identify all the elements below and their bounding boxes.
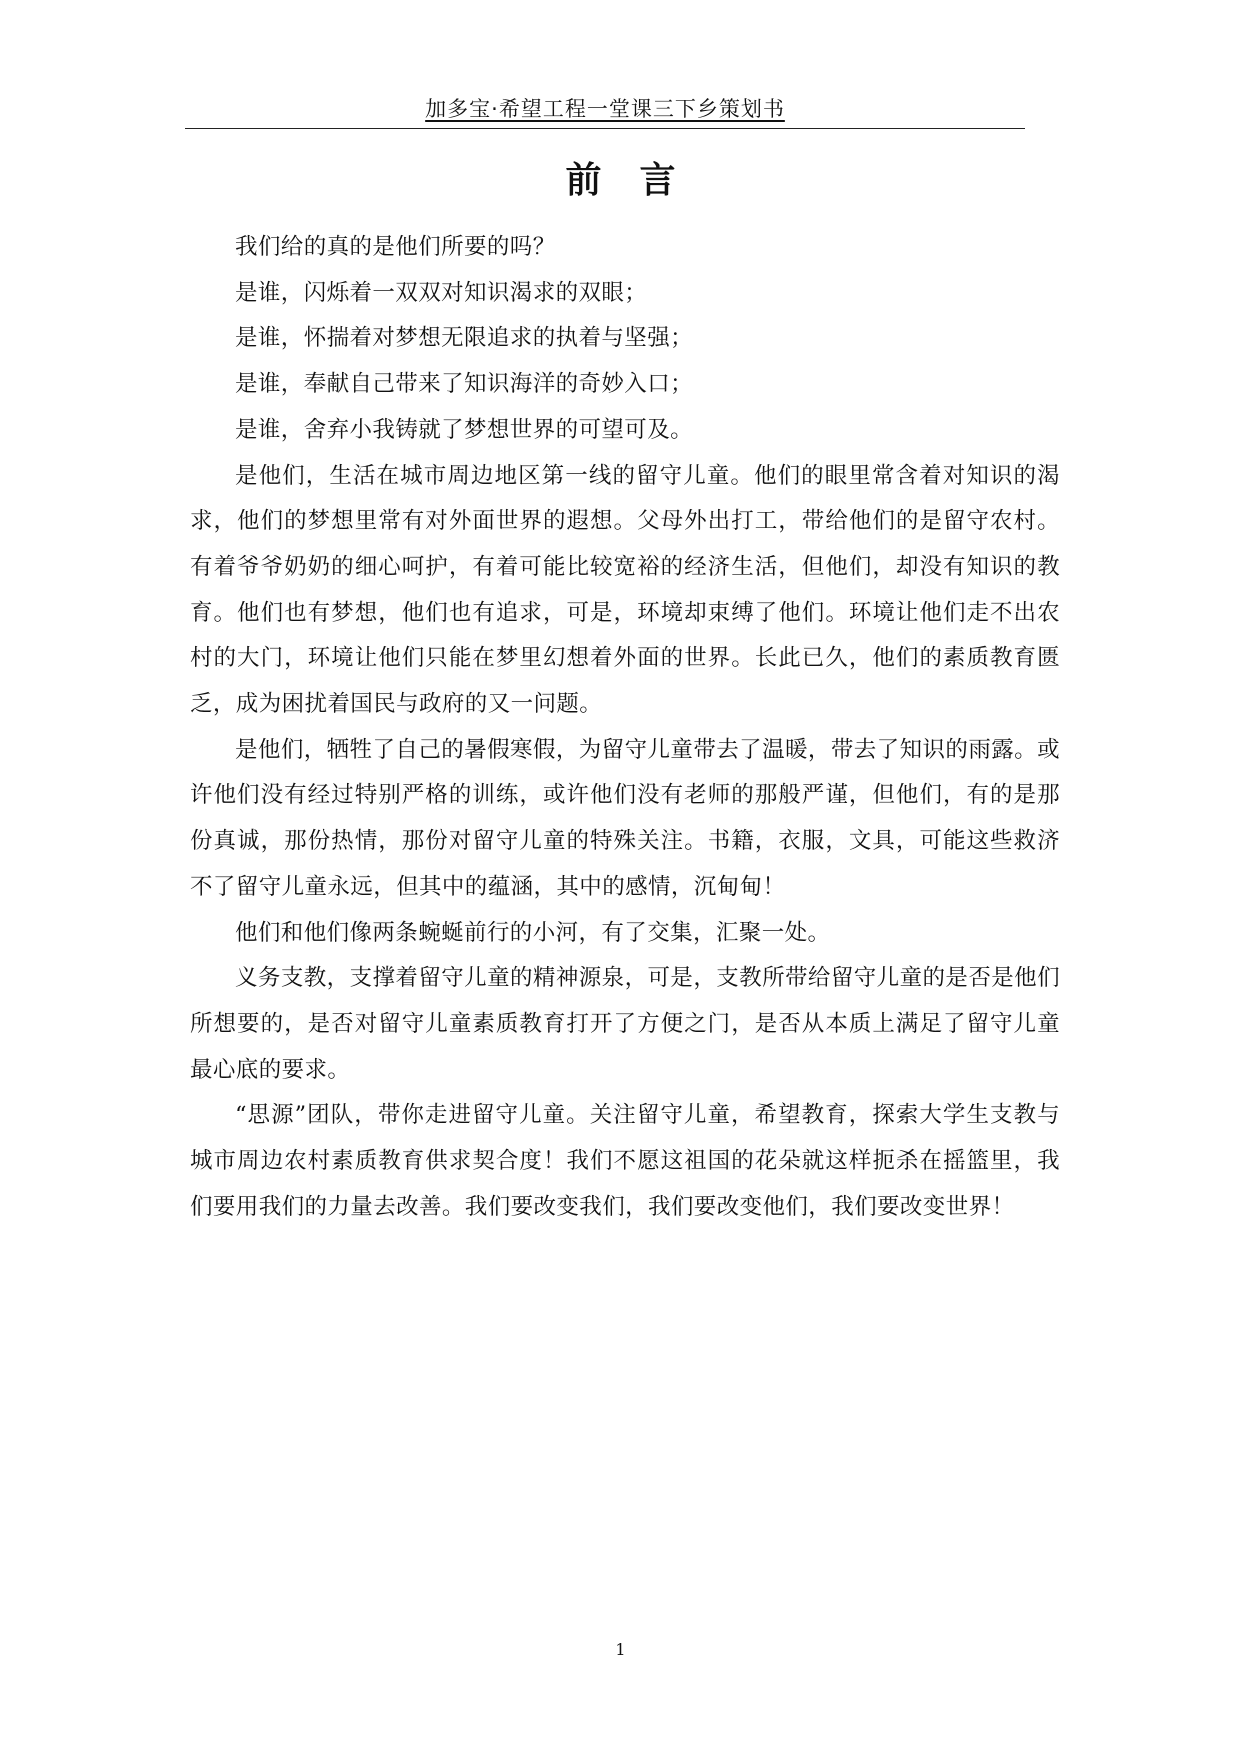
page-header [185, 94, 1025, 129]
paragraph: “思源”团队，带你走进留守儿童。关注留守儿童，希望教育，探索大学生支教与城市周边农村素质教育供求契合度！我们不愿这祖国的花朵就这样扼杀在摇篮里，我们要用我们的力量去改善。我们要改变我们，我们要改变他们，我们要改变世界！ [190, 1102, 1060, 1220]
paragraph: 他们和他们像两条蜿蜒前行的小河，有了交集，汇聚一处。 [235, 919, 831, 946]
document-body [190, 225, 1060, 1230]
paragraph: 是他们，牺牲了自己的暑假寒假，为留守儿童带去了温暖，带去了知识的雨露。或许他们没有经过特别严格的训练，或许他们没有老师的那般严谨，但他们，有的是那份真诚，那份热情，那份对留守儿童的特殊关注。书籍，衣服，文具，可能这些救济不了留守儿童永远，但其中的蕴涵，其中的感情，沉甸甸！ [190, 736, 1060, 900]
page-number: 1 [615, 1640, 626, 1659]
page-title: 前言 [565, 160, 714, 201]
paragraph: 是他们，生活在城市周边地区第一线的留守儿童。他们的眼里常含着对知识的渴求，他们的梦想里常有对外面世界的遐想。父母外出打工，带给他们的是留守农村。有着爷爷奶奶的细心呵护，有着可能比较宽裕的经济生活，但他们，却没有知识的教育。他们也有梦想，他们也有追求，可是，环境却束缚了他们。环境让他们走不出农村的大门，环境让他们只能在梦里幻想着外面的世界。长此已久，他们的素质教育匮乏，成为困扰着国民与政府的又一问题。 [190, 462, 1060, 718]
paragraph: 义务支教，支撑着留守儿童的精神源泉，可是，支教所带给留守儿童的是否是他们所想要的，是否对留守儿童素质教育打开了方便之门，是否从本质上满足了留守儿童最心底的要求。 [190, 965, 1060, 1083]
paragraph: 是谁，闪烁着一双双对知识渴求的双眼； [235, 279, 648, 306]
header-title: 加多宝·希望工程一堂课三下乡策划书 [425, 97, 785, 121]
paragraph: 我们给的真的是他们所要的吗？ [235, 234, 556, 260]
paragraph: 是谁，奉献自己带来了知识海洋的奇妙入口； [235, 371, 694, 398]
paragraph: 是谁，怀揣着对梦想无限追求的执着与坚强； [235, 325, 694, 352]
paragraph: 是谁，舍弃小我铸就了梦想世界的可望可及。 [235, 416, 694, 443]
